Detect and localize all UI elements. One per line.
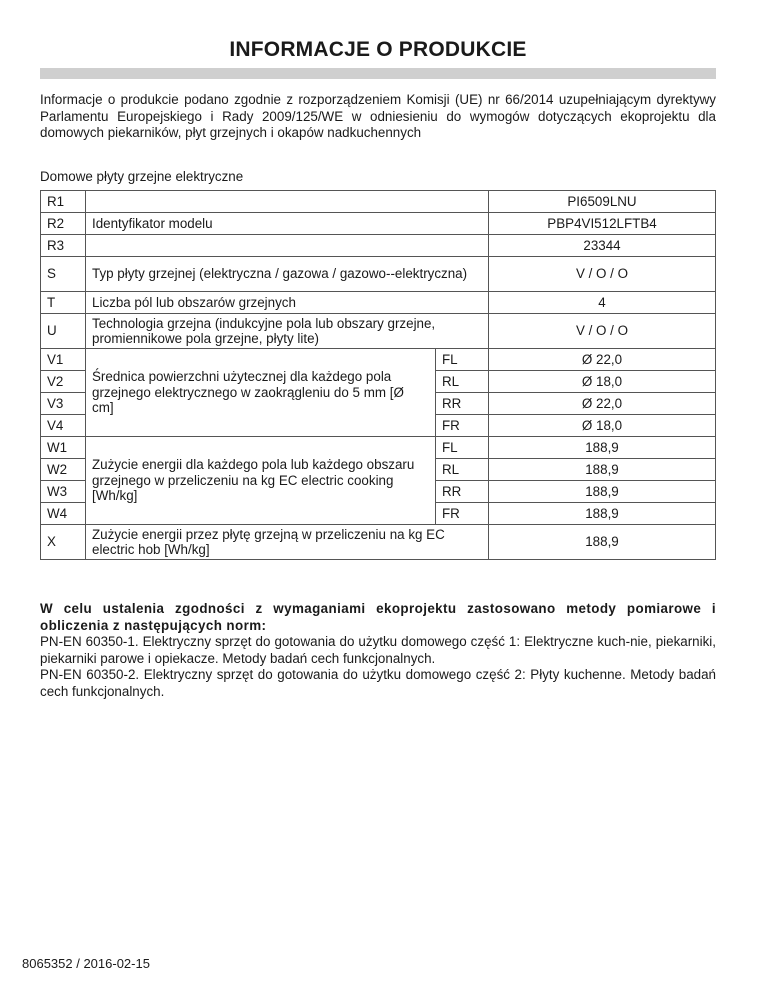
row-code: W2 (41, 459, 86, 481)
row-label: Zużycie energii przez płytę grzejną w przeliczeniu na kg EC electric hob [Wh/kg] (86, 525, 489, 560)
row-value: 188,9 (489, 525, 716, 560)
position-label: RL (436, 459, 489, 481)
row-label: Liczba pól lub obszarów grzejnych (86, 292, 489, 314)
row-value: PBP4VI512LFTB4 (489, 213, 716, 235)
row-code: R3 (41, 235, 86, 257)
norms-section (40, 601, 716, 700)
section-label: Domowe płyty grzejne elektryczne (40, 169, 244, 184)
table-row (41, 257, 716, 292)
row-value: Ø 18,0 (489, 371, 716, 393)
position-label: RL (436, 371, 489, 393)
row-value: 4 (489, 292, 716, 314)
row-value: 188,9 (489, 437, 716, 459)
document-footer: 8065352 / 2016-02-15 (22, 956, 150, 971)
row-code: V4 (41, 415, 86, 437)
position-label: FL (436, 349, 489, 371)
row-value: PI6509LNU (489, 191, 716, 213)
table-row (41, 437, 716, 459)
row-value: V / O / O (489, 314, 716, 349)
row-code: S (41, 257, 86, 292)
title-underline-bar (40, 68, 716, 79)
table-row (41, 213, 716, 235)
row-code: W1 (41, 437, 86, 459)
row-code: V3 (41, 393, 86, 415)
energy-label: Zużycie energii dla każdego pola lub każdego obszaru grzejnego w przeliczeniu na kg EC electric cooking [Wh/kg] (86, 437, 436, 525)
row-code: V1 (41, 349, 86, 371)
row-label: Technologia grzejna (indukcyjne pola lub obszary grzejne, promiennikowe pola grzejne, płyty lite) (86, 314, 489, 349)
position-label: FL (436, 437, 489, 459)
row-value: Ø 18,0 (489, 415, 716, 437)
norm-1: PN-EN 60350-1. Elektryczny sprzęt do gotowania do użytku domowego część 1: Elektryczne kuch-nie, piekarniki, piekarniki parowe i opiekacze. Metody badań cech funkcjonalnych. (40, 634, 716, 666)
table-row (41, 314, 716, 349)
row-code: W3 (41, 481, 86, 503)
row-label: Typ płyty grzejnej (elektryczna / gazowa / gazowo--elektryczna) (86, 257, 489, 292)
row-value: 23344 (489, 235, 716, 257)
row-code: W4 (41, 503, 86, 525)
row-code: R2 (41, 213, 86, 235)
row-code: X (41, 525, 86, 560)
row-code: R1 (41, 191, 86, 213)
table-row (41, 292, 716, 314)
row-code: U (41, 314, 86, 349)
row-code: V2 (41, 371, 86, 393)
table-row (41, 235, 716, 257)
table-row (41, 525, 716, 560)
model-identifier-cell-top (86, 191, 489, 213)
row-value: V / O / O (489, 257, 716, 292)
table-row (41, 191, 716, 213)
position-label: FR (436, 503, 489, 525)
row-value: 188,9 (489, 459, 716, 481)
row-code: T (41, 292, 86, 314)
intro-paragraph: Informacje o produkcie podano zgodnie z rozporządzeniem Komisji (UE) nr 66/2014 uzupełniającym dyrektywy Parlamentu Europejskiego i Rady 2009/125/WE w odniesieniu do wymogów dotyczących ekoprojektu dla domowych piekarników, płyt grzejnych i okapów nadkuchennych (40, 92, 716, 140)
model-identifier-cell-bottom (86, 235, 489, 257)
norm-2: PN-EN 60350-2. Elektryczny sprzęt do gotowania do użytku domowego część 2: Płyty kuchenne. Metody badań cech funkcjonalnych. (40, 667, 716, 699)
position-label: RR (436, 393, 489, 415)
position-label: RR (436, 481, 489, 503)
model-identifier-label: Identyfikator modelu (86, 213, 489, 235)
row-value: 188,9 (489, 503, 716, 525)
product-info-table (40, 190, 716, 560)
page-title: INFORMACJE O PRODUKCIE (229, 38, 527, 61)
norms-heading: W celu ustalenia zgodności z wymaganiami ekoprojektu zastosowano metody pomiarowe i obliczenia z następujących norm: (40, 601, 716, 633)
row-value: Ø 22,0 (489, 349, 716, 371)
row-value: 188,9 (489, 481, 716, 503)
table-row (41, 349, 716, 371)
row-value: Ø 22,0 (489, 393, 716, 415)
diameter-label: Średnica powierzchni użytecznej dla każdego pola grzejnego elektrycznego w zaokrągleniu do 5 mm [Ø cm] (86, 349, 436, 437)
position-label: FR (436, 415, 489, 437)
